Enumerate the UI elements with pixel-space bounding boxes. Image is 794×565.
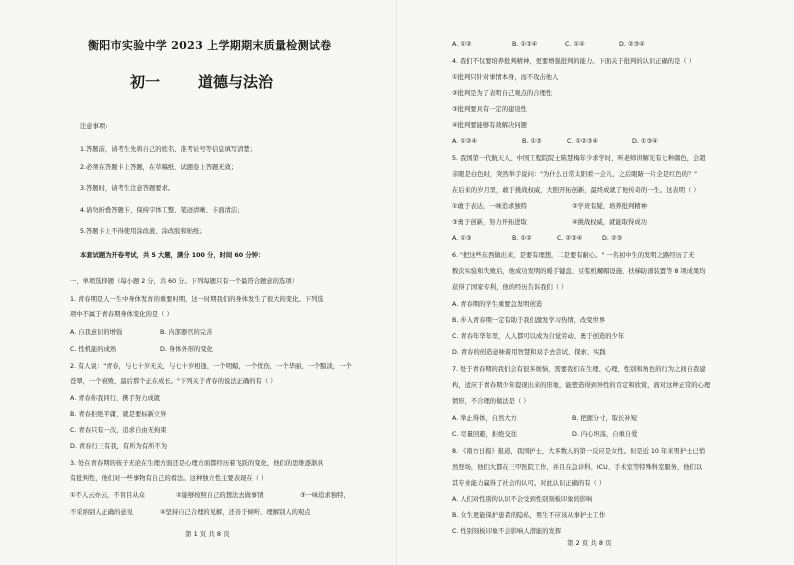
question-5-line: 5. 我国第一代航天人、中国工程院院士陈慧梅年少求学时，听老师讲解光有七种颜色，会超	[452, 155, 706, 162]
option-b: B. 把握分寸，取长补短	[572, 415, 637, 422]
question-3-line: 有批判性，他们对一些事物有自己的看法。这种独立性主要表现在（ ）	[70, 475, 268, 482]
statement-1: ①批判只针对事情本身，而不攻击他人	[452, 74, 559, 81]
question-2-line: 苍翠，一个衰败，最后那个正在成长。"下列关于青春的说法正确的有（ ）	[70, 378, 277, 385]
option-b: B. ①②	[512, 235, 532, 242]
option-c: C. 青春年华年里，人人都可以成为自觉劳动、勇于创造的少年	[452, 333, 625, 340]
notice-item: 4.请勿折叠答题卡，保持字体工整、笔迹清晰、卡面清洁；	[80, 207, 244, 214]
question-6-line: 6. "把这些东西做出来，是要有理想，二是要有耐心。" 一名初中生的发明之路经历了无	[452, 252, 695, 259]
question-8-line: 然登场，他们大都在三甲医院工作，并且在急诊科、ICU、手术室等特殊科室服务，他们以	[452, 464, 703, 471]
statement-4: ④坚持自己合理的见解，还善于倾听、理解别人的观点	[160, 509, 311, 516]
option-a: A. ①②④	[452, 138, 478, 145]
option-a: A. ①③	[452, 235, 472, 242]
option-d: D. 青春的创造意味着用智慧和双手去尝试、探索、实践	[452, 349, 606, 356]
statement-3-cont: 不采纳别人正确的意见	[70, 509, 133, 516]
option-b: B. ①③④	[512, 41, 538, 48]
notice-item: 3.答题时，请考生注意答题要求。	[80, 185, 175, 192]
option-c: C. 青春只有一次，追求自由无拘束	[70, 427, 167, 434]
question-8-line: 8. 《南方日报》报道，我国护士，大多数人的第一反应是女性。但是近 10 年来男护士已悄	[452, 448, 706, 455]
option-a: A. 青春你我同行，携手努力成就	[70, 395, 161, 402]
option-c: C. ②③④	[557, 235, 583, 242]
question-3-line: 3. 处在青春期的孩子无论在生理方面还是心理方面都经历着飞跃的变化，他们的思维逐渐具	[70, 460, 324, 467]
option-d: D. 内心坦荡，自重自爱	[572, 431, 638, 438]
notice-item: 2.必须在答题卡上答题，在草稿纸、试题卷上答题无效；	[80, 164, 238, 171]
option-d: D. 身体外形的变化	[160, 346, 213, 353]
section-heading: 一、单项选择题（每小题 2 分，共 60 分。下列每题只有一个最符合题意的选项）	[70, 278, 298, 285]
question-2-line: 2. 有人说："青春，与七十岁无关，与七十岁相逢，一个明媚，一个忧伤，一个华丽，一个黯淡，一个	[70, 363, 352, 370]
statement-3: ③勇于创新，努力开拓进取	[452, 219, 527, 226]
option-a: A. 人们对性别的认识不会受到性别刻板印象的影响	[452, 496, 593, 503]
option-b: B. 内部器官的完善	[160, 329, 213, 336]
question-6-line: 获得了国家专利，他的经历告诉我们（ ）	[452, 284, 568, 291]
page-number: 第 2 页 共 8 页	[567, 539, 612, 547]
question-1-line: 项中不属于青春期身体变化的是（ ）	[70, 311, 173, 318]
question-7-line: 7. 处于青春期的我们会有很多烦恼，需要我们在生理、心理、性别和角色的行为之间自我建	[452, 366, 706, 373]
statement-4: ④挑战权威，就能取得成功	[572, 219, 647, 226]
question-8-line: 其专业能力赢得了社会的认可。对此认识正确的有（ ）	[452, 480, 606, 487]
question-4-line: 4. 我们不仅要培养批判精神，更要增强批判的能力。下面关于批判的认识正确的是（ ）	[452, 58, 695, 65]
grade-label: 初一	[130, 73, 161, 91]
option-b: B. 步入青春期一定有助于我们激发学习热情，改变世界	[452, 317, 606, 324]
exam-info: 本套试题为开卷考试，共 5 大题，满分 100 分，时间 60 分钟：	[80, 252, 265, 259]
option-a: A. 举止得体，自然大方	[452, 415, 517, 422]
question-5-line: 在后来的岁月里，敢于挑战权威，大胆开拓创新，最终成就了他传奇的一生。这表明（ ）	[452, 187, 700, 194]
question-7-line: 情形，不合理的做法是（ ）	[452, 398, 530, 405]
question-6-line: 数次实验和失败后，他成功发明的暖手键盘、豆浆机螺帽设施、扶梯防滑装置等 8 项成果均	[452, 268, 706, 275]
option-b: B. 青春拒绝平庸，就是要标新立异	[70, 411, 167, 418]
option-b: B. ①③	[522, 138, 542, 145]
subject-label: 道德与法治	[198, 73, 274, 91]
option-c: C. ①④	[565, 41, 585, 48]
option-c: C. ①②③④	[567, 138, 598, 145]
exam-subtitle	[130, 75, 273, 90]
statement-3: ③一味追求独特，	[300, 492, 350, 499]
exam-title: 衡阳市实验中学 2023 上学期期末质量检测试卷	[88, 39, 332, 52]
option-d: D. ②③	[602, 235, 623, 242]
page-number: 第 1 页 共 8 页	[185, 530, 230, 538]
option-b: B. 女生更能保护患者的隐私，男生不应该从事护士工作	[452, 512, 606, 519]
option-c: C. 尽量回避，拒绝交往	[452, 431, 518, 438]
statement-3: ③批判要具有一定的建设性	[452, 106, 527, 113]
statement-2: ②学贵有疑，培养批判精神	[572, 203, 647, 210]
option-c: C. 性别刻板印象不会影响人潜能的发挥	[452, 528, 562, 535]
statement-1: ①不人云亦云，不盲目从众	[70, 492, 145, 499]
statement-4: ④批判要能够有效解决问题	[452, 122, 527, 129]
option-a: A. ①②	[452, 41, 472, 48]
notice-item: 5.答题卡上不得使用涂改液、涂改胶和贴纸；	[80, 228, 206, 235]
notice-item: 1.答题前，请考生先将自己的姓名、准考证号等信息填写清楚；	[80, 146, 257, 153]
option-d: D. ②③④	[619, 41, 645, 48]
option-a: A. 自我意识的增强	[70, 329, 123, 336]
question-5-line: 亲眼是白色时，突然举手说问："为什么日常太阳看一会儿，之后眼睛一片全是红色的？"	[452, 171, 698, 178]
notice-heading: 注意事项:	[80, 123, 108, 130]
option-d: D. ①③④	[632, 138, 658, 145]
option-d: D. 青春行三有我，有所为有所不为	[70, 443, 168, 450]
question-1-line: 1. 青春期是人一生中身体发育的重要时期，这一时期我们的身体发生了很大的变化。下列选	[70, 296, 324, 303]
statement-2: ②能够按照自己的想法去做事情	[176, 492, 264, 499]
question-7-line: 构，适应于青春期少年提现出来的形象，能塑造得到异性的肯定和欣赏，面对这种正常的心理	[452, 382, 711, 389]
page-2	[397, 0, 794, 565]
statement-2: ②批判是为了表明自己观点的合理性	[452, 90, 553, 97]
option-c: C. 性机能的成熟	[70, 346, 117, 353]
option-a: A. 青春期的学生重要急发明创造	[452, 301, 543, 308]
statement-1: ①敢于表达，一味追求独特	[452, 203, 527, 210]
